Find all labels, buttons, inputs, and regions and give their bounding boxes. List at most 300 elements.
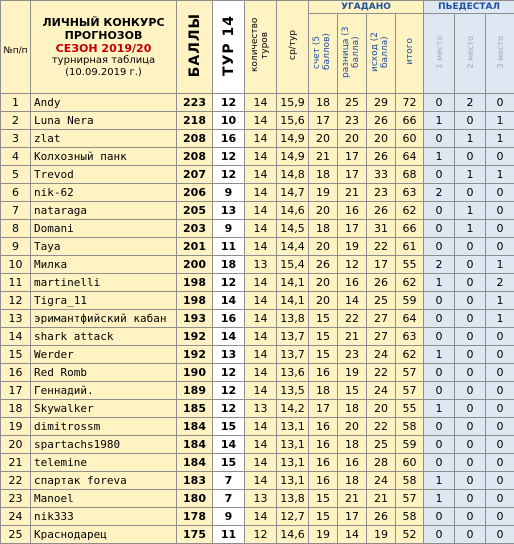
date-label: (10.09.2019 г.) — [31, 67, 176, 79]
tour-cell: 12 — [213, 166, 245, 184]
avg-cell: 13,8 — [277, 490, 309, 508]
total-cell: 57 — [396, 382, 424, 400]
place3-cell: 1 — [486, 166, 514, 184]
diff-label: разница (3 балла) — [341, 17, 363, 87]
row-number: 3 — [1, 130, 31, 148]
table-label: турнирная таблица — [31, 55, 176, 67]
tours-count-label: количество туров — [250, 7, 272, 83]
avg-cell: 13,6 — [277, 364, 309, 382]
avg-cell: 14,2 — [277, 400, 309, 418]
place3-cell: 0 — [486, 148, 514, 166]
diff-cell: 16 — [338, 274, 367, 292]
tours-count-cell: 14 — [245, 166, 277, 184]
score-cell: 15 — [309, 310, 338, 328]
avg-cell: 13,7 — [277, 328, 309, 346]
total-cell: 62 — [396, 202, 424, 220]
points-cell: 184 — [177, 418, 213, 436]
outcome-cell: 19 — [367, 526, 396, 544]
place2-header — [455, 14, 486, 94]
table-row — [1, 328, 514, 346]
table-row — [1, 130, 514, 148]
outcome-cell: 24 — [367, 346, 396, 364]
diff-cell: 20 — [338, 418, 367, 436]
outcome-cell: 23 — [367, 184, 396, 202]
place3-header — [486, 14, 514, 94]
place1-cell: 0 — [424, 292, 455, 310]
tours-count-cell: 14 — [245, 472, 277, 490]
points-cell: 218 — [177, 112, 213, 130]
outcome-cell: 22 — [367, 238, 396, 256]
score-cell: 20 — [309, 202, 338, 220]
avg-cell: 14,5 — [277, 220, 309, 238]
score-cell: 18 — [309, 220, 338, 238]
player-name: Колхозный панк — [31, 148, 177, 166]
place1-cell: 1 — [424, 274, 455, 292]
points-cell: 192 — [177, 328, 213, 346]
diff-cell: 23 — [338, 112, 367, 130]
place3-cell: 0 — [486, 490, 514, 508]
row-number: 6 — [1, 184, 31, 202]
place3-cell: 0 — [486, 526, 514, 544]
outcome-cell: 25 — [367, 436, 396, 454]
avg-cell: 14,6 — [277, 202, 309, 220]
rows-body — [1, 94, 514, 544]
outcome-cell: 26 — [367, 148, 396, 166]
tour-cell: 11 — [213, 238, 245, 256]
total-cell: 52 — [396, 526, 424, 544]
total-cell: 61 — [396, 238, 424, 256]
row-number: 9 — [1, 238, 31, 256]
score-cell: 16 — [309, 364, 338, 382]
outcome-label: исход (2 балла) — [370, 17, 392, 87]
diff-cell: 25 — [338, 94, 367, 112]
score-cell: 17 — [309, 112, 338, 130]
points-cell: 208 — [177, 130, 213, 148]
total-cell: 59 — [396, 436, 424, 454]
row-number: 18 — [1, 400, 31, 418]
total-label: итого — [405, 38, 415, 65]
score-cell: 20 — [309, 292, 338, 310]
player-name: Domani — [31, 220, 177, 238]
table-row — [1, 526, 514, 544]
total-cell: 64 — [396, 310, 424, 328]
place1-label: 1 место — [435, 36, 444, 69]
player-name: Милка — [31, 256, 177, 274]
place1-cell: 0 — [424, 310, 455, 328]
points-cell: 198 — [177, 274, 213, 292]
tours-count-cell: 13 — [245, 400, 277, 418]
score-cell: 26 — [309, 256, 338, 274]
score-cell: 17 — [309, 400, 338, 418]
total-cell: 68 — [396, 166, 424, 184]
total-cell: 58 — [396, 508, 424, 526]
place3-cell: 1 — [486, 292, 514, 310]
player-name: zlat — [31, 130, 177, 148]
row-number: 23 — [1, 490, 31, 508]
points-cell: 198 — [177, 292, 213, 310]
place3-cell: 0 — [486, 184, 514, 202]
place2-cell: 2 — [455, 94, 486, 112]
total-cell: 63 — [396, 328, 424, 346]
place1-cell: 0 — [424, 94, 455, 112]
place1-cell: 0 — [424, 220, 455, 238]
tour-cell: 15 — [213, 418, 245, 436]
tour-cell: 13 — [213, 202, 245, 220]
outcome-cell: 27 — [367, 328, 396, 346]
score-cell: 15 — [309, 346, 338, 364]
tours-count-cell: 14 — [245, 508, 277, 526]
place1-cell: 0 — [424, 436, 455, 454]
tours-count-cell: 14 — [245, 112, 277, 130]
outcome-cell: 29 — [367, 94, 396, 112]
place2-cell: 0 — [455, 454, 486, 472]
avg-cell: 15,4 — [277, 256, 309, 274]
outcome-cell: 26 — [367, 202, 396, 220]
player-name: martinelli — [31, 274, 177, 292]
diff-cell: 16 — [338, 202, 367, 220]
place2-cell: 0 — [455, 490, 486, 508]
score-cell: 20 — [309, 238, 338, 256]
tours-count-cell: 14 — [245, 184, 277, 202]
row-number: 19 — [1, 418, 31, 436]
total-header — [396, 14, 424, 94]
avg-cell: 13,1 — [277, 436, 309, 454]
outcome-cell: 20 — [367, 130, 396, 148]
place2-cell: 1 — [455, 166, 486, 184]
player-name: nik-62 — [31, 184, 177, 202]
outcome-cell: 33 — [367, 166, 396, 184]
place1-cell: 2 — [424, 256, 455, 274]
place1-cell: 2 — [424, 184, 455, 202]
place2-cell: 0 — [455, 148, 486, 166]
total-cell: 72 — [396, 94, 424, 112]
table-row — [1, 238, 514, 256]
row-number: 1 — [1, 94, 31, 112]
tours-count-cell: 14 — [245, 94, 277, 112]
tours-count-cell: 14 — [245, 292, 277, 310]
diff-cell: 14 — [338, 526, 367, 544]
tour-cell: 14 — [213, 292, 245, 310]
score-cell: 15 — [309, 328, 338, 346]
diff-cell: 18 — [338, 436, 367, 454]
score-cell: 18 — [309, 166, 338, 184]
row-number: 7 — [1, 202, 31, 220]
season-label: СЕЗОН 2019/20 — [31, 42, 176, 55]
diff-cell: 17 — [338, 508, 367, 526]
avg-cell: 15,9 — [277, 94, 309, 112]
outcome-cell: 24 — [367, 382, 396, 400]
table-row — [1, 112, 514, 130]
total-cell: 62 — [396, 274, 424, 292]
tours-count-cell: 14 — [245, 328, 277, 346]
avg-label: ср/тур — [288, 30, 298, 60]
tours-count-cell: 13 — [245, 256, 277, 274]
points-label: БАЛЛЫ — [187, 13, 203, 77]
place2-cell: 0 — [455, 508, 486, 526]
diff-cell: 18 — [338, 472, 367, 490]
points-cell: 175 — [177, 526, 213, 544]
place3-cell: 0 — [486, 220, 514, 238]
place2-cell: 0 — [455, 472, 486, 490]
tour-cell: 9 — [213, 508, 245, 526]
diff-cell: 20 — [338, 130, 367, 148]
place3-cell: 0 — [486, 472, 514, 490]
place1-cell: 1 — [424, 400, 455, 418]
num-header — [1, 1, 31, 94]
table-row — [1, 94, 514, 112]
place2-cell: 0 — [455, 418, 486, 436]
outcome-cell: 26 — [367, 274, 396, 292]
tours-count-cell: 14 — [245, 148, 277, 166]
place3-cell: 0 — [486, 346, 514, 364]
tour-cell: 14 — [213, 436, 245, 454]
place1-cell: 0 — [424, 418, 455, 436]
score-cell: 15 — [309, 490, 338, 508]
row-number: 4 — [1, 148, 31, 166]
place3-cell: 1 — [486, 112, 514, 130]
tour-cell: 12 — [213, 400, 245, 418]
total-cell: 66 — [396, 112, 424, 130]
place1-cell: 1 — [424, 490, 455, 508]
tour-cell: 12 — [213, 94, 245, 112]
tour-cell: 12 — [213, 274, 245, 292]
score-cell: 18 — [309, 382, 338, 400]
place2-cell: 0 — [455, 436, 486, 454]
row-number: 22 — [1, 472, 31, 490]
place2-cell: 1 — [455, 130, 486, 148]
points-cell: 207 — [177, 166, 213, 184]
points-cell: 208 — [177, 148, 213, 166]
player-name: Геннадий. — [31, 382, 177, 400]
table-row — [1, 472, 514, 490]
diff-cell: 21 — [338, 490, 367, 508]
points-cell: 185 — [177, 400, 213, 418]
row-number: 20 — [1, 436, 31, 454]
player-name: Manoel — [31, 490, 177, 508]
tour-label: ТУР 14 — [221, 15, 237, 76]
table-row — [1, 310, 514, 328]
score-cell: 20 — [309, 130, 338, 148]
place1-cell: 0 — [424, 382, 455, 400]
place3-cell: 0 — [486, 400, 514, 418]
num-label: №п/п — [3, 46, 27, 56]
table-row — [1, 166, 514, 184]
score-cell: 15 — [309, 508, 338, 526]
tours-count-cell: 14 — [245, 418, 277, 436]
place2-cell: 0 — [455, 238, 486, 256]
avg-cell: 14,8 — [277, 166, 309, 184]
points-cell: 193 — [177, 310, 213, 328]
tour-cell: 18 — [213, 256, 245, 274]
place3-cell: 0 — [486, 454, 514, 472]
table-row — [1, 418, 514, 436]
podium-group-header: ПЬЕДЕСТАЛ — [424, 1, 514, 14]
score-cell: 20 — [309, 274, 338, 292]
outcome-cell: 31 — [367, 220, 396, 238]
total-cell: 62 — [396, 346, 424, 364]
diff-cell: 22 — [338, 310, 367, 328]
tour-header — [213, 1, 245, 94]
outcome-cell: 26 — [367, 508, 396, 526]
table-row — [1, 490, 514, 508]
row-number: 8 — [1, 220, 31, 238]
total-cell: 60 — [396, 454, 424, 472]
place2-cell: 0 — [455, 364, 486, 382]
tours-count-cell: 14 — [245, 310, 277, 328]
points-cell: 200 — [177, 256, 213, 274]
diff-header — [338, 14, 367, 94]
avg-cell: 13,8 — [277, 310, 309, 328]
total-cell: 58 — [396, 472, 424, 490]
outcome-header — [367, 14, 396, 94]
place3-cell: 0 — [486, 328, 514, 346]
place2-cell: 0 — [455, 346, 486, 364]
place3-label: 3 место — [496, 36, 505, 69]
total-cell: 63 — [396, 184, 424, 202]
avg-cell: 13,1 — [277, 454, 309, 472]
row-number: 24 — [1, 508, 31, 526]
total-cell: 59 — [396, 292, 424, 310]
table-row — [1, 220, 514, 238]
outcome-cell: 27 — [367, 310, 396, 328]
outcome-cell: 20 — [367, 400, 396, 418]
place3-cell: 0 — [486, 364, 514, 382]
total-cell: 66 — [396, 220, 424, 238]
total-cell: 57 — [396, 364, 424, 382]
diff-cell: 19 — [338, 364, 367, 382]
row-number: 17 — [1, 382, 31, 400]
diff-cell: 12 — [338, 256, 367, 274]
place3-cell: 0 — [486, 436, 514, 454]
total-cell: 55 — [396, 400, 424, 418]
place1-cell: 0 — [424, 508, 455, 526]
diff-cell: 18 — [338, 400, 367, 418]
place3-cell: 0 — [486, 202, 514, 220]
place2-cell: 0 — [455, 274, 486, 292]
score-cell: 16 — [309, 472, 338, 490]
avg-cell: 13,1 — [277, 418, 309, 436]
place2-cell: 0 — [455, 400, 486, 418]
table-row — [1, 508, 514, 526]
tours-count-cell: 12 — [245, 526, 277, 544]
player-name: shark attack — [31, 328, 177, 346]
tour-cell: 13 — [213, 346, 245, 364]
tours-count-cell: 14 — [245, 220, 277, 238]
diff-cell: 16 — [338, 454, 367, 472]
row-number: 15 — [1, 346, 31, 364]
row-number: 5 — [1, 166, 31, 184]
place2-cell: 1 — [455, 202, 486, 220]
row-number: 25 — [1, 526, 31, 544]
player-name: Taya — [31, 238, 177, 256]
place2-cell: 0 — [455, 184, 486, 202]
score-cell: 16 — [309, 418, 338, 436]
table-row — [1, 346, 514, 364]
avg-cell: 14,1 — [277, 292, 309, 310]
avg-cell: 14,1 — [277, 274, 309, 292]
diff-cell: 21 — [338, 184, 367, 202]
score-header — [309, 14, 338, 94]
place2-cell: 1 — [455, 220, 486, 238]
tours-count-cell: 14 — [245, 364, 277, 382]
total-cell: 58 — [396, 418, 424, 436]
outcome-cell: 26 — [367, 112, 396, 130]
place2-label: 2 место — [466, 36, 475, 69]
score-cell: 19 — [309, 526, 338, 544]
place2-cell: 0 — [455, 292, 486, 310]
player-name: эримантфийский кабан — [31, 310, 177, 328]
place1-cell: 0 — [424, 130, 455, 148]
place2-cell: 0 — [455, 328, 486, 346]
points-cell: 192 — [177, 346, 213, 364]
player-name: spartachs1980 — [31, 436, 177, 454]
tour-cell: 9 — [213, 184, 245, 202]
points-cell: 203 — [177, 220, 213, 238]
table-row — [1, 382, 514, 400]
score-cell: 19 — [309, 184, 338, 202]
total-cell: 57 — [396, 490, 424, 508]
tours-count-cell: 13 — [245, 490, 277, 508]
diff-cell: 17 — [338, 148, 367, 166]
row-number: 13 — [1, 310, 31, 328]
points-header — [177, 1, 213, 94]
diff-cell: 19 — [338, 238, 367, 256]
place1-cell: 1 — [424, 346, 455, 364]
place2-cell: 0 — [455, 256, 486, 274]
place1-cell: 0 — [424, 454, 455, 472]
total-cell: 64 — [396, 148, 424, 166]
place2-cell: 0 — [455, 112, 486, 130]
place1-cell: 1 — [424, 112, 455, 130]
total-cell: 60 — [396, 130, 424, 148]
title-line-1: ЛИЧНЫЙ КОНКУРС — [31, 16, 176, 29]
diff-cell: 15 — [338, 382, 367, 400]
tour-cell: 16 — [213, 130, 245, 148]
points-cell: 183 — [177, 472, 213, 490]
place1-cell: 1 — [424, 148, 455, 166]
guessed-group-header: УГАДАНО — [309, 1, 424, 14]
table-row — [1, 274, 514, 292]
diff-cell: 17 — [338, 220, 367, 238]
table-row — [1, 148, 514, 166]
place1-cell: 0 — [424, 202, 455, 220]
avg-cell: 14,7 — [277, 184, 309, 202]
tours-count-cell: 14 — [245, 274, 277, 292]
tour-cell: 15 — [213, 454, 245, 472]
player-name: nataraga — [31, 202, 177, 220]
tour-cell: 7 — [213, 472, 245, 490]
tours-count-cell: 14 — [245, 202, 277, 220]
avg-cell: 14,9 — [277, 148, 309, 166]
table-row — [1, 454, 514, 472]
player-name: Red Romb — [31, 364, 177, 382]
points-cell: 178 — [177, 508, 213, 526]
row-number: 12 — [1, 292, 31, 310]
table-row — [1, 364, 514, 382]
player-name: dimitrossm — [31, 418, 177, 436]
outcome-cell: 22 — [367, 364, 396, 382]
outcome-cell: 25 — [367, 292, 396, 310]
place2-cell: 0 — [455, 526, 486, 544]
table-row — [1, 202, 514, 220]
diff-cell: 23 — [338, 346, 367, 364]
tours-count-header — [245, 1, 277, 94]
points-cell: 184 — [177, 436, 213, 454]
place1-cell: 0 — [424, 328, 455, 346]
points-cell: 184 — [177, 454, 213, 472]
place3-cell: 1 — [486, 256, 514, 274]
player-name: Werder — [31, 346, 177, 364]
